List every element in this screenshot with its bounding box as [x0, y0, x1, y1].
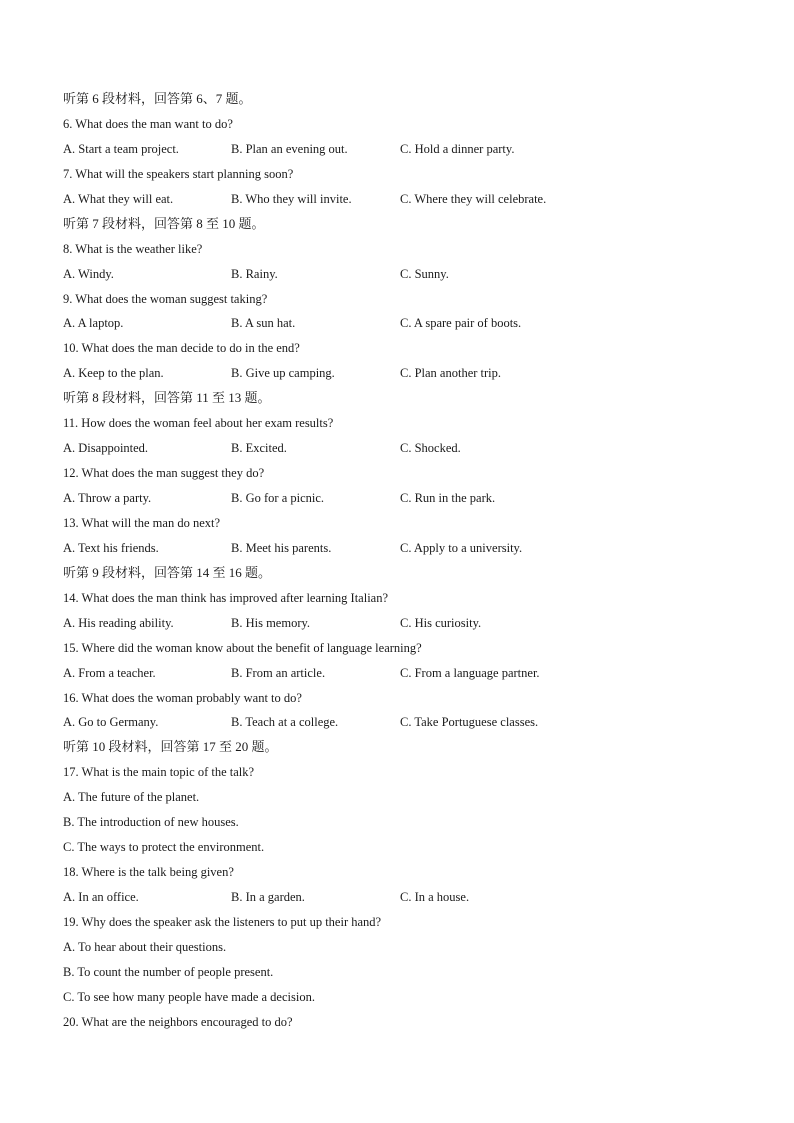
option-line: A. The future of the planet.: [63, 790, 200, 805]
options-row: [63, 187, 743, 212]
question-text: 10. What does the man decide to do in the end?: [63, 341, 300, 356]
options-row: [63, 885, 743, 910]
question-text: 11. How does the woman feel about her exam results?: [63, 416, 334, 431]
option-c: C. Where they will celebrate.: [400, 191, 547, 206]
question-text: 9. What does the woman suggest taking?: [63, 291, 268, 306]
option-c: C. His curiosity.: [400, 615, 482, 630]
option-c: C. Take Portuguese classes.: [400, 715, 539, 730]
option-a: A. What they will eat.: [63, 191, 174, 206]
exam-page: [63, 87, 743, 1035]
option-b: B. Go for a picnic.: [231, 491, 325, 505]
option-b: B. In a garden.: [231, 890, 305, 904]
option-b: B. Who they will invite.: [231, 191, 352, 206]
option-c: C. Plan another trip.: [400, 366, 502, 381]
option-a: A. His reading ability.: [63, 615, 174, 630]
option-line: A. To hear about their questions.: [63, 939, 227, 954]
option-b: B. His memory.: [231, 615, 311, 630]
option-a: A. Keep to the plan.: [63, 366, 164, 381]
section-heading: 听第 10 段材料，回答第 17 至 20 题。: [63, 739, 278, 755]
option-line: C. The ways to protect the environment.: [63, 840, 265, 855]
option-b: B. Rainy.: [231, 266, 278, 281]
option-b: B. From an article.: [231, 665, 326, 680]
option-line: C. To see how many people have made a decision.: [63, 989, 315, 1004]
option-a: A. From a teacher.: [63, 665, 156, 680]
question-text: 20. What are the neighbors encouraged to do?: [63, 1014, 293, 1029]
question-text: 15. Where did the woman know about the benefit of language learning?: [63, 640, 422, 655]
options-row: [63, 611, 743, 636]
question-text: 14. What does the man think has improved after learning Italian?: [63, 590, 389, 605]
options-row: [63, 436, 743, 461]
option-c: C. Run in the park.: [400, 491, 496, 505]
option-a: A. Go to Germany.: [63, 715, 159, 730]
option-a: A. In an office.: [63, 890, 139, 904]
option-a: A. Disappointed.: [63, 441, 149, 456]
option-line: B. To count the number of people present.: [63, 964, 274, 979]
options-row: [63, 137, 743, 162]
options-row: [63, 486, 743, 511]
option-b: B. Excited.: [231, 441, 287, 456]
option-line: B. The introduction of new houses.: [63, 815, 239, 830]
option-b: B. Meet his parents.: [231, 540, 332, 555]
options-row: [63, 710, 743, 735]
question-text: 16. What does the woman probably want to do?: [63, 690, 302, 705]
question-text: 6. What does the man want to do?: [63, 116, 233, 131]
section-heading: 听第 9 段材料，回答第 14 至 16 题。: [63, 564, 272, 580]
option-c: C. In a house.: [400, 890, 470, 904]
section-heading: 听第 6 段材料，回答第 6、7 题。: [63, 91, 252, 106]
option-b: B. Plan an evening out.: [231, 141, 348, 156]
section-heading: 听第 8 段材料，回答第 11 至 13 题。: [63, 390, 271, 406]
option-c: C. A spare pair of boots.: [400, 316, 522, 331]
option-a: A. Text his friends.: [63, 540, 159, 555]
option-c: C. From a language partner.: [400, 665, 540, 680]
option-c: C. Apply to a university.: [400, 540, 523, 555]
question-text: 13. What will the man do next?: [63, 515, 221, 530]
option-b: B. Give up camping.: [231, 366, 335, 381]
option-b: B. Teach at a college.: [231, 715, 339, 730]
question-text: 8. What is the weather like?: [63, 241, 203, 256]
option-a: A. Start a team project.: [63, 141, 179, 156]
option-c: C. Shocked.: [400, 441, 461, 456]
question-text: 19. Why does the speaker ask the listeners to put up their hand?: [63, 914, 382, 929]
options-row: [63, 661, 743, 686]
option-c: C. Hold a dinner party.: [400, 141, 515, 156]
options-row: [63, 361, 743, 386]
question-text: 12. What does the man suggest they do?: [63, 466, 265, 481]
options-row: [63, 536, 743, 561]
section-heading: 听第 7 段材料，回答第 8 至 10 题。: [63, 215, 265, 231]
option-a: A. A laptop.: [63, 316, 124, 331]
option-b: B. A sun hat.: [231, 316, 296, 331]
option-c: C. Sunny.: [400, 266, 449, 281]
options-row: [63, 262, 743, 287]
option-a: A. Throw a party.: [63, 491, 152, 505]
question-text: 18. Where is the talk being given?: [63, 865, 234, 880]
question-text: 7. What will the speakers start planning soon?: [63, 166, 294, 181]
question-text: 17. What is the main topic of the talk?: [63, 765, 255, 780]
option-a: A. Windy.: [63, 266, 114, 281]
options-row: [63, 311, 743, 336]
